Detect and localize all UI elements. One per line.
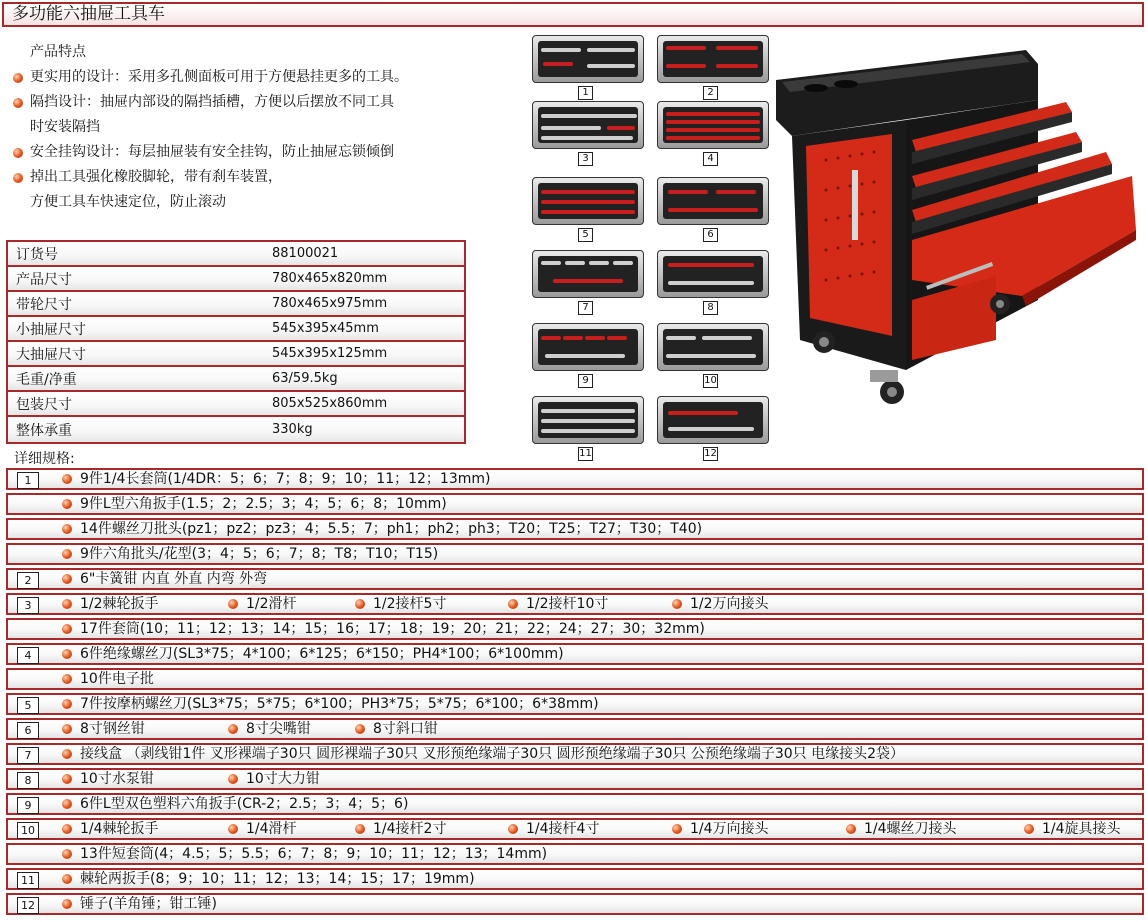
- detail-item-text: 10件电子批: [80, 671, 154, 687]
- detail-item-text: 17件套筒(10；11；12；13；14；15；16；17；18；19；20；21；22；24；27；30；32mm): [80, 621, 705, 637]
- tool-tray-image: [532, 177, 644, 225]
- spec-key: 大抽屉尺寸: [16, 346, 86, 363]
- detail-item: [60, 495, 447, 513]
- detail-spec-label: 详细规格:: [14, 451, 75, 467]
- tool-shape: [716, 64, 758, 68]
- tool-shape: [541, 409, 635, 413]
- tool-shape: [587, 64, 635, 68]
- bullet-icon: [228, 774, 238, 784]
- tool-shape: [607, 126, 635, 130]
- spec-row: [8, 342, 464, 367]
- detail-item-text: 6"卡簧钳 内直 外直 内弯 外弯: [80, 571, 268, 587]
- bullet-icon: [355, 824, 365, 834]
- bullet-icon: [62, 499, 72, 509]
- tool-shape: [541, 429, 635, 433]
- detail-item: [60, 470, 490, 488]
- detail-row: [6, 718, 1144, 740]
- detail-item: [670, 595, 769, 613]
- spec-value: 780x465x975mm: [272, 296, 388, 311]
- detail-row: [6, 743, 1144, 765]
- tool-shape: [716, 46, 758, 50]
- tool-tray-image: [532, 323, 644, 371]
- tray-number-badge: 5: [17, 697, 39, 714]
- feature-text: 更实用的设计：采用多孔侧面板可用于方便悬挂更多的工具。: [30, 69, 408, 85]
- bullet-icon: [62, 824, 72, 834]
- tool-tray-image: [532, 35, 644, 83]
- tray-number-label: 8: [703, 301, 718, 315]
- tool-shape: [668, 411, 738, 415]
- detail-item-text: 9件六角批头/花型(3；4；5；6；7；8；T8；T10；T15): [80, 546, 439, 562]
- detail-item-text: 13件短套筒(4；4.5；5；5.5；6；7；8；9；10；11；12；13；14mm): [80, 846, 548, 862]
- feature-text-cont: 时安装隔挡: [30, 119, 100, 135]
- tray-number-badge: 12: [17, 897, 39, 914]
- tool-tray-image: [532, 250, 644, 298]
- detail-item: [60, 770, 154, 788]
- detail-item: [60, 570, 267, 588]
- detail-item-text: 1/2万向接头: [690, 596, 769, 612]
- tool-tray-image: [657, 101, 769, 149]
- tool-shape: [541, 136, 633, 140]
- detail-item: [506, 595, 608, 613]
- detail-item: [60, 645, 564, 663]
- detail-row: [6, 868, 1144, 890]
- bullet-icon: [62, 549, 72, 559]
- detail-item-text: 1/2棘轮扳手: [80, 596, 159, 612]
- detail-item: [60, 670, 154, 688]
- tool-tray-image: [657, 177, 769, 225]
- spec-table: [6, 240, 466, 444]
- detail-item: [670, 820, 769, 838]
- tray-number-label: 3: [578, 152, 593, 166]
- bullet-icon: [228, 824, 238, 834]
- bullet-icon: [62, 774, 72, 784]
- tool-shape: [541, 48, 581, 52]
- bullet-icon: [62, 724, 72, 734]
- bullet-icon: [62, 699, 72, 709]
- feature-text: 掉出工具强化橡胶脚轮，带有刹车装置，: [30, 169, 282, 185]
- tray-number-badge: 10: [17, 822, 39, 839]
- detail-item-text: 8寸尖嘴钳: [246, 721, 311, 737]
- tool-shape: [666, 64, 706, 68]
- detail-item-text: 1/4万向接头: [690, 821, 769, 837]
- tray-number-label: 2: [703, 86, 718, 100]
- detail-item-text: 7件按摩柄螺丝刀(SL3*75；5*75；6*100；PH3*75；5*75；6*100；6*38mm): [80, 696, 599, 712]
- bullet-icon: [13, 173, 23, 183]
- tool-shape: [541, 126, 601, 130]
- detail-item: [60, 745, 904, 763]
- feature-item: [10, 90, 510, 140]
- tool-shape: [541, 261, 561, 265]
- tool-tray-image: [657, 396, 769, 444]
- detail-row: [6, 693, 1144, 715]
- tool-tray-image: [657, 35, 769, 83]
- tool-shape: [702, 336, 752, 340]
- feature-text-cont: 方便工具车快速定位，防止滚动: [30, 194, 226, 210]
- spec-key: 整体承重: [16, 422, 72, 439]
- tool-shape: [668, 190, 708, 194]
- detail-item-text: 1/4滑杆: [246, 821, 297, 837]
- tool-shape: [666, 128, 760, 132]
- detail-row: [6, 843, 1144, 865]
- bullet-icon: [62, 574, 72, 584]
- bullet-icon: [13, 148, 23, 158]
- tool-shape: [668, 263, 754, 267]
- bullet-icon: [355, 599, 365, 609]
- detail-item-text: 1/4接杆4寸: [526, 821, 600, 837]
- detail-row: [6, 493, 1144, 515]
- detail-item-text: 1/4接杆2寸: [373, 821, 447, 837]
- tray-number-badge: 2: [17, 572, 39, 589]
- detail-item: [226, 720, 311, 738]
- detail-item-text: 1/4螺丝刀接头: [864, 821, 957, 837]
- detail-item: [353, 720, 438, 738]
- detail-item: [60, 795, 408, 813]
- detail-item: [1022, 820, 1121, 838]
- bullet-icon: [62, 649, 72, 659]
- bullet-icon: [228, 724, 238, 734]
- tray-number-badge: 4: [17, 647, 39, 664]
- detail-item: [60, 695, 599, 713]
- tray-number-label: 10: [704, 375, 717, 386]
- tray-number-label: 11: [579, 448, 592, 459]
- detail-item: [60, 845, 547, 863]
- tool-shape: [587, 48, 635, 52]
- spec-key: 订货号: [16, 246, 58, 263]
- detail-item-text: 1/2接杆5寸: [373, 596, 447, 612]
- detail-row: [6, 568, 1144, 590]
- tool-shape: [666, 336, 696, 340]
- tool-shape: [541, 114, 637, 118]
- detail-row: [6, 518, 1144, 540]
- tool-shape: [716, 190, 756, 194]
- detail-item: [506, 820, 599, 838]
- tray-number-label: 7: [578, 301, 593, 315]
- detail-item-text: 8寸钢丝钳: [80, 721, 145, 737]
- detail-item: [226, 595, 297, 613]
- bullet-icon: [62, 624, 72, 634]
- tool-tray-image: [532, 101, 644, 149]
- feature-item: [10, 140, 510, 165]
- detail-item-text: 1/2滑杆: [246, 596, 297, 612]
- detail-row: [6, 618, 1144, 640]
- tool-shape: [563, 336, 583, 340]
- detail-item: [60, 620, 705, 638]
- spec-row: [8, 367, 464, 392]
- detail-item-text: 10寸大力钳: [246, 771, 320, 787]
- detail-item: [60, 870, 475, 888]
- bullet-icon: [672, 599, 682, 609]
- spec-value: 330kg: [272, 422, 313, 437]
- detail-item-text: 9件L型六角扳手(1.5；2；2.5；3；4；5；6；8；10mm): [80, 496, 447, 512]
- detail-item: [60, 520, 702, 538]
- detail-row: [6, 793, 1144, 815]
- spec-row: [8, 242, 464, 267]
- detail-item-text: 锤子(羊角锤；钳工锤): [80, 896, 217, 912]
- detail-item-text: 6件绝缘螺丝刀(SL3*75；4*100；6*125；6*150；PH4*100；6*100mm): [80, 646, 564, 662]
- detail-row: [6, 468, 1144, 490]
- detail-row: [6, 893, 1144, 915]
- detail-item-text: 9件1/4长套筒(1/4DR：5；6；7；8；9；10；11；12；13mm): [80, 471, 491, 487]
- tray-number-badge: 9: [17, 797, 39, 814]
- tray-number-label: 4: [703, 152, 718, 166]
- tray-number-label: 1: [578, 86, 593, 100]
- detail-item-text: 6件L型双色塑料六角扳手(CR-2；2.5；3；4；5；6): [80, 796, 409, 812]
- tool-shape: [613, 261, 633, 265]
- spec-row: [8, 292, 464, 317]
- tool-shape: [666, 354, 756, 358]
- tool-shape: [585, 336, 605, 340]
- detail-item: [353, 820, 446, 838]
- tool-shape: [545, 354, 625, 358]
- spec-value: 63/59.5kg: [272, 371, 338, 386]
- bullet-icon: [1024, 824, 1034, 834]
- tray-number-badge: 6: [17, 722, 39, 739]
- detail-item-text: 8寸斜口钳: [373, 721, 438, 737]
- tool-shape: [541, 419, 635, 423]
- bullet-icon: [62, 474, 72, 484]
- tool-shape: [565, 261, 585, 265]
- detail-item-text: 接线盒 （剥线钳1件 叉形裸端子30只 圆形裸端子30只 叉形预绝缘端子30只 圆形预绝缘端子30只 公预绝缘端子30只 电缘接头2袋）: [80, 746, 905, 762]
- tool-shape: [666, 46, 706, 50]
- tool-shape: [541, 210, 635, 214]
- detail-item: [226, 820, 297, 838]
- features-heading: 产品特点: [30, 44, 86, 60]
- spec-value: 545x395x45mm: [272, 321, 379, 336]
- detail-item: [844, 820, 957, 838]
- bullet-icon: [62, 874, 72, 884]
- tool-shape: [543, 62, 573, 66]
- bullet-icon: [62, 849, 72, 859]
- detail-row: [6, 593, 1144, 615]
- tray-number-badge: 11: [17, 872, 39, 889]
- spec-row: [8, 417, 464, 442]
- bullet-icon: [62, 899, 72, 909]
- detail-item-text: 10寸水泵钳: [80, 771, 154, 787]
- tray-number-badge: 1: [17, 472, 39, 489]
- detail-item: [60, 895, 217, 913]
- spec-value: 88100021: [272, 246, 339, 261]
- spec-value: 545x395x125mm: [272, 346, 388, 361]
- bullet-icon: [846, 824, 856, 834]
- spec-key: 产品尺寸: [16, 271, 72, 288]
- page-title: 多功能六抽屉工具车: [2, 2, 1144, 27]
- detail-item: [226, 770, 320, 788]
- bullet-icon: [13, 98, 23, 108]
- tool-shape: [668, 208, 758, 212]
- detail-item-text: 棘轮两扳手(8；9；10；11；12；13；14；15；17；19mm): [80, 871, 475, 887]
- tool-shape: [666, 112, 760, 116]
- tray-number-label: 5: [578, 228, 593, 242]
- spec-key: 小抽屉尺寸: [16, 321, 86, 338]
- detail-item-text: 1/4棘轮扳手: [80, 821, 159, 837]
- bullet-icon: [508, 824, 518, 834]
- tool-tray-image: [657, 323, 769, 371]
- detail-item: [60, 820, 159, 838]
- tool-shape: [666, 136, 760, 140]
- bullet-icon: [672, 824, 682, 834]
- tool-shape: [541, 200, 635, 204]
- bullet-icon: [508, 599, 518, 609]
- tool-shape: [553, 279, 623, 283]
- tool-tray-image: [657, 250, 769, 298]
- detail-item: [60, 545, 438, 563]
- tool-shape: [541, 190, 635, 194]
- tray-number-label: 9: [578, 374, 593, 388]
- bullet-icon: [62, 674, 72, 684]
- bullet-icon: [355, 724, 365, 734]
- tool-shape: [668, 281, 754, 285]
- feature-text: 隔挡设计：抽屉内部设的隔挡插槽，方便以后摆放不同工具: [30, 94, 394, 110]
- spec-value: 780x465x820mm: [272, 271, 388, 286]
- detail-row: [6, 668, 1144, 690]
- spec-value: 805x525x860mm: [272, 396, 388, 411]
- tray-number-label: 6: [703, 228, 718, 242]
- feature-text: 安全挂钩设计：每层抽屉装有安全挂钩，防止抽屉忘锁倾倒: [30, 144, 394, 160]
- detail-item-text: 1/4旋具接头: [1042, 821, 1121, 837]
- feature-item: [10, 65, 510, 90]
- detail-row: [6, 818, 1144, 840]
- tool-shape: [541, 336, 561, 340]
- spec-row: [8, 392, 464, 417]
- product-features: [10, 40, 510, 215]
- spec-key: 包装尺寸: [16, 396, 72, 413]
- bullet-icon: [62, 524, 72, 534]
- detail-item: [60, 720, 145, 738]
- feature-item: [10, 165, 510, 215]
- bullet-icon: [62, 749, 72, 759]
- spec-key: 带轮尺寸: [16, 296, 72, 313]
- detail-row: [6, 543, 1144, 565]
- tray-number-badge: 3: [17, 597, 39, 614]
- detail-row: [6, 643, 1144, 665]
- bullet-icon: [228, 599, 238, 609]
- tray-number-badge: 8: [17, 772, 39, 789]
- bullet-icon: [62, 599, 72, 609]
- detail-item-text: 14件螺丝刀批头(pz1；pz2；pz3；4；5.5；7；ph1；ph2；ph3；T20；T25；T27；T30；T40): [80, 521, 703, 537]
- tool-shape: [666, 120, 760, 124]
- tool-shape: [589, 261, 609, 265]
- bullet-icon: [62, 799, 72, 809]
- detail-item: [60, 595, 159, 613]
- spec-row: [8, 317, 464, 342]
- spec-key: 毛重/净重: [16, 371, 77, 388]
- tool-shape: [607, 336, 627, 340]
- bullet-icon: [13, 73, 23, 83]
- spec-row: [8, 267, 464, 292]
- tool-tray-image: [532, 396, 644, 444]
- detail-row: [6, 768, 1144, 790]
- tool-shape: [668, 427, 754, 431]
- tool-cart-image: [776, 40, 1142, 410]
- tray-number-badge: 7: [17, 747, 39, 764]
- detail-item-text: 1/2接杆10寸: [526, 596, 609, 612]
- detail-item: [353, 595, 446, 613]
- tray-number-label: 12: [704, 448, 717, 459]
